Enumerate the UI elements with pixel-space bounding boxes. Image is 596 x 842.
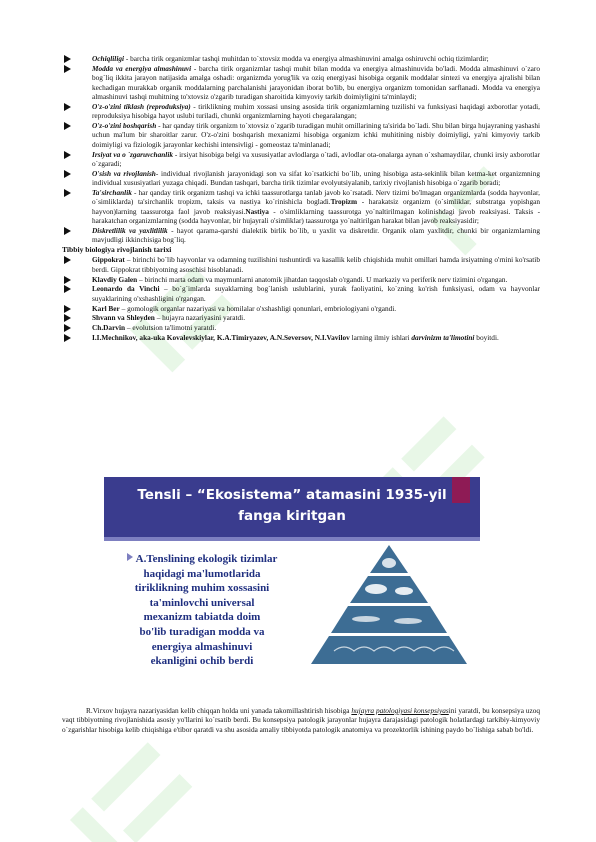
watermark-glyph bbox=[123, 774, 192, 842]
list-item bbox=[62, 169, 540, 188]
item-text: - har qanday tirik organizm to`xtovsiz o`zgarib turadigan muhit omillarining ta'sirida bo`ladi. Shu bilan birga hujayraning yashashi uchun ma'lum bir sharoitlar zarur. O'z-o'zini boshqarish mexanizmi hisobiga organizm ichki muhitining nisbiy doimiyligi, ya'ni kimyoviy tarkib doimiyligi va fiziologik jarayonlar kechishi intensivligi - gomeostaz ta'minlanadi; bbox=[92, 121, 540, 149]
item-term: O'sish va rivojlanish bbox=[92, 168, 156, 178]
arrow-bullet-icon bbox=[64, 170, 71, 178]
arrow-bullet-icon bbox=[64, 334, 71, 342]
list-item bbox=[62, 54, 540, 63]
slide-body-line: ta'minlovchi universal bbox=[149, 596, 255, 609]
fish-figure-icon bbox=[352, 616, 380, 622]
pyramid-tier-2 bbox=[350, 576, 428, 603]
ecological-pyramid-illustration bbox=[304, 541, 474, 667]
item-text: - o'simliklarning taassurotga yo`naltirilmagan kolinishdagi javob reaksiyasi. Taksis - harakatchan organizmlarning (sodda hayvonlar, bir hujayrali o'simliklar) taassurotga yo`naltirilgan harakat bilan javob reaksiyasidir; bbox=[92, 206, 540, 226]
item-term: O'z-o'zini boshqarish bbox=[92, 121, 157, 131]
item-term: Karl Ber bbox=[92, 303, 120, 313]
arrow-bullet-icon bbox=[64, 65, 71, 73]
slide-title-line: fanga kiritgan bbox=[238, 508, 346, 524]
slide-body-line: bo'lib turadigan modda va bbox=[139, 625, 265, 638]
predator-figure-icon bbox=[382, 558, 396, 568]
watermark-glyph bbox=[91, 742, 160, 811]
arrow-bullet-icon bbox=[64, 122, 71, 130]
section-heading: Tibbiy biologiya rivojlanish tarixi bbox=[62, 245, 172, 255]
properties-list bbox=[62, 54, 540, 245]
slide-corner-tab bbox=[452, 477, 470, 503]
slide-body-line: energiya almashinuvi bbox=[151, 640, 253, 653]
item-text: – birinchi marta odam va maymunlarni anatomik jihatdan taqqoslab o'rgandi. U markaziy va periferik nerv tizimini o'rgangan. bbox=[137, 274, 508, 284]
list-item bbox=[62, 150, 540, 169]
slide-body-line: mexanizm tabiatda doim bbox=[143, 611, 261, 624]
slide-body-line: ekanligini ochib berdi bbox=[150, 655, 254, 668]
arrow-bullet-icon bbox=[64, 103, 71, 111]
item-term: Modda va energiya almashinuvi bbox=[92, 63, 192, 73]
paragraph-text: ini yaratdi, bu konsepsiya uzoq vaqt tibbiyotning rivojlanishida asosiy yo'llarini ko`rsatib berdi. Bu konsepsiya patologik jarayonlar hujayra darajasidagi patologik holatlardagi tarkibiy-kimyoviy o`zgarishlar hisobiga kelib chiqishiga e'tibor qaratdi va shu asosida amaliy tibbiyotda patologik anatomiya va prozektorlik ishining paydo bo`lishiga sabab bo'ldi. bbox=[62, 706, 540, 734]
item-term: Nastiya bbox=[245, 206, 269, 216]
item-text: - irsiyat hisobiga belgi va xususiyatlar avlodlarga o`tadi, avlodlar ota-onalarga aynan o`xshamaydilar, chunki irsiy axborotlar o`zgaradi; bbox=[92, 149, 540, 169]
item-term: Leonardo da Vinchi bbox=[92, 284, 160, 294]
item-term: Irsiyat va o `zgaruvchanlik bbox=[92, 149, 173, 159]
list-item bbox=[62, 121, 540, 149]
list-item bbox=[62, 188, 540, 226]
item-text: - tiriklikning muhim xossasi unsing asosida tirik organizmlarning tuzilishi va funksiyasi haqidagi axborotlar yotadi, reproduksiya hisobiga hayot uslubi turiladi, chunki organizmlarning hayoti chegaralangan; bbox=[92, 101, 541, 121]
closing-paragraph bbox=[62, 706, 540, 734]
arrow-bullet-icon bbox=[64, 55, 71, 63]
item-term: Ta'sirchanlik bbox=[92, 188, 132, 198]
arrow-bullet-icon bbox=[64, 227, 71, 235]
item-term: Gippokrat bbox=[92, 255, 125, 265]
pyramid-tier-3 bbox=[331, 606, 447, 633]
arrow-bullet-icon bbox=[64, 151, 71, 159]
animal-figure-icon bbox=[395, 587, 413, 595]
document-body bbox=[62, 54, 540, 343]
paragraph-emphasis: hujayra patologiyasi konsepsiyas bbox=[351, 706, 449, 715]
item-text: – birinchi bo`lib hayvonlar va odamning tuzilishini tushuntirdi va kasallik kelib chiqishida muhit omillari hamda irsiyatning o'rnini ko'rsatib berdi. Gippokrat tibbiyotning asoschisi hisoblanadi. bbox=[92, 255, 540, 274]
history-list bbox=[62, 255, 540, 342]
item-text: - barcha tirik organizmlar tashqi muhitdan to`xtovsiz modda va energiya almashinuvini amalga oshiruvchi ochiq tizimlardir; bbox=[124, 54, 489, 63]
list-item bbox=[62, 255, 540, 274]
item-term: Klavdiy Galen bbox=[92, 274, 138, 284]
item-term: Shvann va Shleyden bbox=[92, 313, 155, 323]
embedded-slide-image bbox=[104, 477, 480, 667]
list-item bbox=[62, 275, 540, 284]
arrow-bullet-icon bbox=[64, 314, 71, 322]
item-term: Diskretlilik va yaxlitlilik bbox=[92, 226, 168, 236]
item-term: Tropizm bbox=[330, 197, 358, 207]
item-text: – bo`g`imlarda suyaklarning bog`lanish uslublarini, yurak faoliyatini, ko`zning ko'rish funksiyasi, odam va hayvonlar suyaklarining o'xshashligini o'rgangan. bbox=[92, 284, 540, 303]
item-text: - harakatsiz organizm (o`simliklar, substratga yopishgan hayvon)larning taassurotga faol javob reaksiyasi. bbox=[92, 197, 540, 216]
item-text: – evolutsion ta'limotni yaratdi. bbox=[125, 323, 217, 333]
list-item bbox=[62, 313, 540, 322]
arrow-bullet-icon bbox=[64, 285, 71, 293]
triangle-bullet-icon bbox=[127, 553, 133, 561]
item-text: - individual rivojlanish jarayonidagi son va sifat ko`rsatkichi bo`lib, uning hisobiga asta-sekinlik bilan ketma-ket organizmning individual xususiyatlari yuzaga chiqadi. Bundan tashqari, barcha tirik tizimlar evolyutsiyalanib, tarixiy rivojlanish hisobiga o`zgarib boradi; bbox=[92, 168, 540, 188]
slide-body-line bbox=[110, 552, 294, 567]
paragraph-text: R.Virxov hujayra nazariyasidan kelib chiqqan holda uni yanada takomillashtirish hisobiga bbox=[86, 706, 352, 715]
list-item bbox=[62, 64, 540, 102]
slide-title-line: Tensli – “Ekosistema” atamasini 1935-yil bbox=[137, 487, 447, 503]
item-text: - hayot qarama-qarshi dialektik birlik bo`lib, u yaxlit va diskretdir. Organik olam yaxlitdir, chunki bir organizmlarning mavjudligi ikkinchisiga bog`liq. bbox=[92, 226, 540, 245]
animal-figure-icon bbox=[365, 584, 387, 594]
slide-body-line: tiriklikning muhim xossasini bbox=[134, 582, 270, 595]
item-text: - barcha tirik organizmlar tashqi muhit bilan modda va energiya almashinuvida bo'ladi. Modda almashinuvi o`zaro bog`liq ikkita jarayon natijasida amalga oshadi: organizmda yorug'lik va oziq energiyasi hisobiga organik moddalar sintezi va energiya ajralishi bilan kechadigan murakkab organik moddalarning parchalanishi jarayonidan iborat bo'lib, bu energiya organizm tomonidan sarflanadi. Modda va energiya almashinuvi tashqi muhitning to'xtovsiz o'zgarib turadigan sharoitida kimyoviy tarkib doimiyligini ta'minlaydi; bbox=[92, 63, 540, 102]
fish-figure-icon bbox=[394, 618, 422, 624]
list-item bbox=[62, 333, 540, 342]
watermark-glyph bbox=[401, 416, 456, 471]
list-item bbox=[62, 102, 540, 121]
slide-body-text-run: A.Tenslining ekologik tizimlar bbox=[135, 553, 278, 565]
item-text: – hujayra nazariyasini yaratdi. bbox=[154, 313, 246, 323]
arrow-bullet-icon bbox=[64, 256, 71, 264]
arrow-bullet-icon bbox=[64, 324, 71, 332]
list-item bbox=[62, 226, 540, 245]
watermark-glyph bbox=[70, 807, 132, 842]
item-emphasis: darvinizm ta'limotini bbox=[411, 333, 475, 343]
arrow-bullet-icon bbox=[64, 276, 71, 284]
item-term: Ch.Darvin bbox=[92, 323, 126, 333]
item-text: – gomologik organlar nazariyasi va homilalar o'xshashligi qonunlari, embriologiyani o'rgandi. bbox=[119, 303, 397, 313]
item-term: Ochiqliligi bbox=[92, 54, 125, 63]
slide-title bbox=[134, 485, 450, 527]
arrow-bullet-icon bbox=[64, 305, 71, 313]
item-text: boyitdi. bbox=[474, 333, 499, 343]
list-item bbox=[62, 323, 540, 332]
slide-body-line: haqidagi ma'lumotlarida bbox=[143, 567, 261, 580]
item-term: I.I.Mechnikov, aka-uka Kovalevskiylar, K.A.Timiryazev, A.N.Seversov, N.I.Vavilov bbox=[92, 333, 350, 343]
item-text: - har qanday tirik organizm tashqi va ichki taassurotlarga tanlab javob ko`rsatadi. Nerv tizimi bo'lmagan organizmlarda (sodda hayvonlar, o`simliklarda) ta'sirchanlik tropizm, taksis va nastiya ko`rinishicla bogladi. bbox=[92, 188, 540, 207]
arrow-bullet-icon bbox=[64, 189, 71, 197]
item-text: larning ilmiy ishlari bbox=[349, 333, 412, 343]
list-item bbox=[62, 304, 540, 313]
slide-body-text bbox=[104, 552, 294, 669]
list-item bbox=[62, 284, 540, 303]
item-term: O'z-o'zini tiklash (reproduksiya) bbox=[92, 101, 191, 111]
